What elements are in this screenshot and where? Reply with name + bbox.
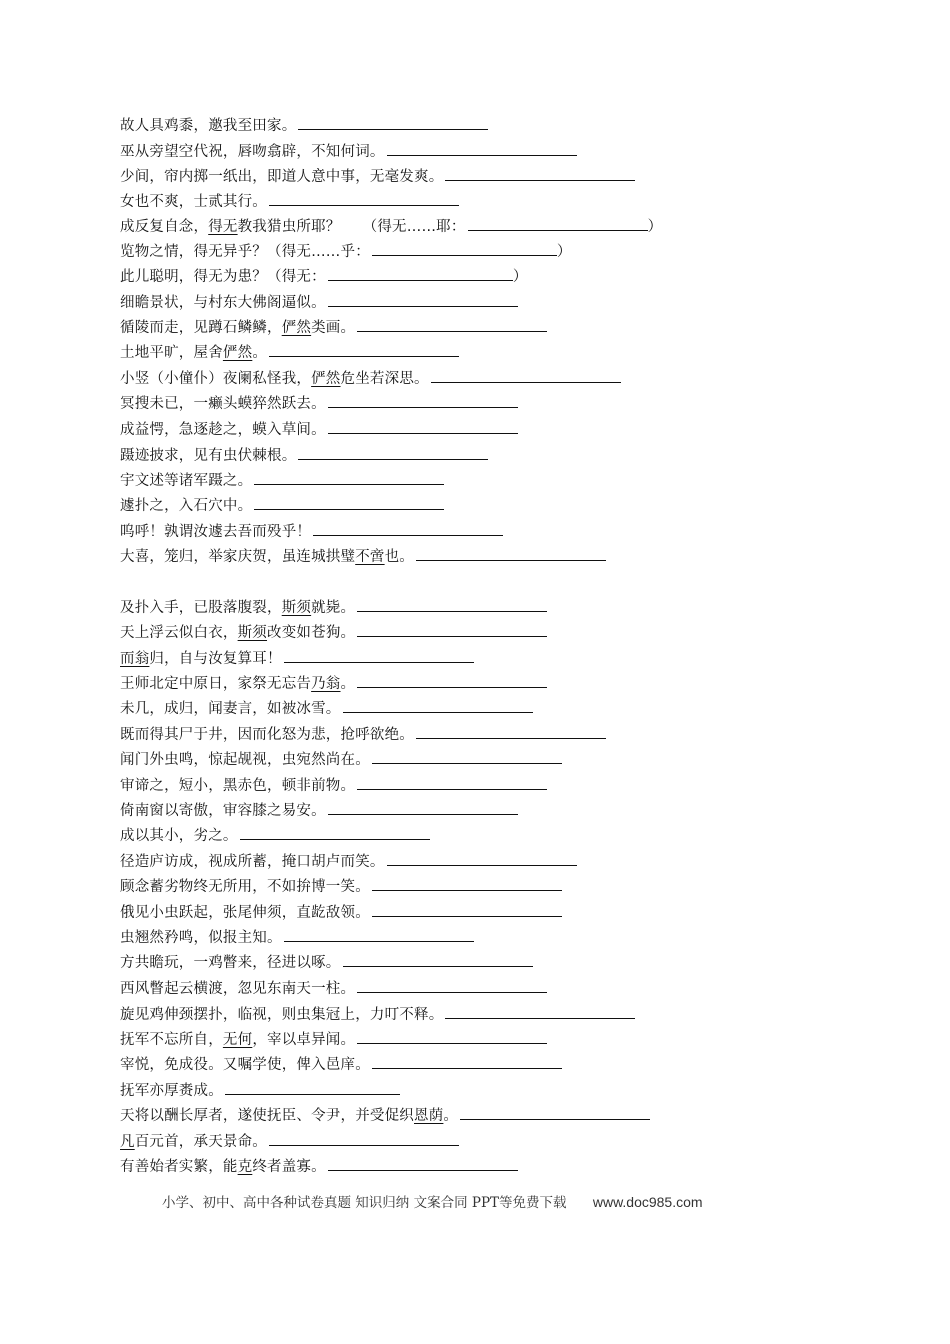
sentence-text: 小竖（小僮仆）夜阑私怪我， <box>120 371 312 387</box>
question-line <box>120 672 547 696</box>
sentence-text: 巫从旁望空代祝，唇吻翕辟，不知何词。 <box>120 144 385 160</box>
sentence-text: 也。 <box>384 549 415 565</box>
answer-blank[interactable] <box>328 265 513 281</box>
sentence-text: 少间，帘内掷一纸出，即道人意中事，无毫发爽。 <box>120 169 444 185</box>
sentence-text: 。 <box>340 676 356 692</box>
question-line <box>120 824 430 848</box>
answer-blank[interactable] <box>298 114 488 130</box>
answer-blank[interactable] <box>357 596 547 612</box>
question-line <box>120 265 528 289</box>
answer-blank[interactable] <box>372 748 562 764</box>
underlined-term: 不啻 <box>355 549 385 565</box>
question-line <box>120 1003 635 1027</box>
answer-blank[interactable] <box>372 1053 562 1069</box>
question-line <box>120 545 606 569</box>
answer-blank[interactable] <box>225 1079 400 1095</box>
sentence-text: 成以其小，劣之。 <box>120 828 238 844</box>
sentence-text: 及扑入手，已股落腹裂， <box>120 600 282 616</box>
sentence-text: 俄见小虫跃起，张尾伸须，直龁敌领。 <box>120 905 370 921</box>
sentence-text: 女也不爽，士贰其行。 <box>120 194 267 210</box>
answer-blank[interactable] <box>269 190 459 206</box>
answer-blank[interactable] <box>387 140 577 156</box>
sentence-text: 西风瞥起云横渡，忽见东南天一柱。 <box>120 981 356 997</box>
question-line <box>120 165 635 189</box>
answer-blank[interactable] <box>387 850 577 866</box>
sentence-text: 览物之情，得无异乎？（得无……乎： <box>120 244 370 260</box>
answer-blank[interactable] <box>416 723 606 739</box>
sentence-text: 王师北定中原日，家祭无忘告 <box>120 676 312 692</box>
underlined-term: 无何 <box>222 1032 253 1048</box>
question-line <box>120 647 474 671</box>
question-line <box>120 850 577 874</box>
sentence-text: 有善始者实繁，能 <box>120 1159 238 1175</box>
sentence-text: 既而得其尸于井，因而化怒为悲，抢呼欲绝。 <box>120 727 414 743</box>
question-line <box>120 901 562 925</box>
sentence-text: 故人具鸡黍，邀我至田家。 <box>120 118 297 134</box>
sentence-text: 大喜，笼归，举家庆贺，虽连城拱璧 <box>120 549 356 565</box>
question-line <box>120 392 518 416</box>
answer-blank[interactable] <box>298 444 488 460</box>
answer-blank[interactable] <box>445 1003 635 1019</box>
question-line <box>120 1155 518 1179</box>
closing-paren: ） <box>512 269 528 285</box>
question-line <box>120 951 533 975</box>
answer-blank[interactable] <box>357 621 547 637</box>
sentence-text: 循陵而走，见蹲石鳞鳞， <box>120 320 282 336</box>
question-line <box>120 1028 547 1052</box>
sentence-text: 成反复自念， <box>120 219 209 235</box>
question-line <box>120 1104 650 1128</box>
answer-blank[interactable] <box>328 392 518 408</box>
question-line <box>120 1053 562 1077</box>
answer-blank[interactable] <box>328 1155 518 1171</box>
answer-blank[interactable] <box>254 469 444 485</box>
question-line <box>120 1079 400 1103</box>
underlined-term: 凡 <box>120 1134 135 1150</box>
sentence-text: 宇文述等诸军蹑之。 <box>120 473 253 489</box>
closing-paren: ） <box>556 244 572 260</box>
answer-blank[interactable] <box>416 545 606 561</box>
sentence-text: 此儿聪明，得无为患？（得无： <box>120 269 326 285</box>
closing-paren: ） <box>647 219 663 235</box>
question-line <box>120 697 533 721</box>
question-line <box>120 926 474 950</box>
question-line <box>120 316 547 340</box>
sentence-text: 天上浮云似白衣， <box>120 625 238 641</box>
sentence-text: 审谛之，短小，黑赤色，顿非前物。 <box>120 778 356 794</box>
question-line <box>120 240 572 264</box>
question-line <box>120 494 444 518</box>
sentence-text: 倚南窗以寄傲，审容膝之易安。 <box>120 803 326 819</box>
sentence-text: 抚军不忘所自， <box>120 1032 223 1048</box>
sentence-text: 改变如苍狗。 <box>267 625 356 641</box>
question-line <box>120 799 518 823</box>
question-line <box>120 723 606 747</box>
sentence-text: 终者盖寡。 <box>252 1159 326 1175</box>
sentence-text: 归，自与汝复算耳！ <box>149 651 282 667</box>
underlined-term: 斯须 <box>281 600 312 616</box>
underlined-term: 恩荫 <box>414 1108 444 1124</box>
underlined-term: 俨然 <box>222 345 253 361</box>
footer-text: 小学、初中、高中各种试卷真题 知识归纳 文案合同 PPT等免费下载 <box>162 1195 567 1211</box>
answer-blank[interactable] <box>328 799 518 815</box>
question-line <box>120 114 488 138</box>
question-line <box>120 977 547 1001</box>
answer-blank[interactable] <box>357 1028 547 1044</box>
answer-blank[interactable] <box>343 951 533 967</box>
sentence-text: 顾念蓄劣物终无所用，不如拚博一笑。 <box>120 879 370 895</box>
answer-blank[interactable] <box>357 977 547 993</box>
sentence-text: 旋见鸡伸颈摆扑，临视，则虫集冠上，力叮不释。 <box>120 1007 444 1023</box>
question-line <box>120 444 488 468</box>
answer-blank[interactable] <box>284 647 474 663</box>
answer-blank[interactable] <box>468 215 648 231</box>
answer-blank[interactable] <box>357 672 547 688</box>
sentence-text: 冥搜未已，一癞头蟆猝然跃去。 <box>120 396 326 412</box>
question-line <box>120 875 562 899</box>
sentence-text: 闻门外虫鸣，惊起觇视，虫宛然尚在。 <box>120 752 370 768</box>
question-line <box>120 190 459 214</box>
sentence-text: ，宰以卓异闻。 <box>252 1032 356 1048</box>
answer-blank[interactable] <box>431 367 621 383</box>
sentence-text: 未几，成归，闻妻言，如被冰雪。 <box>120 701 341 717</box>
answer-blank[interactable] <box>372 240 557 256</box>
answer-blank[interactable] <box>240 824 430 840</box>
answer-blank[interactable] <box>343 697 533 713</box>
question-line <box>120 596 547 620</box>
question-line <box>120 291 518 315</box>
answer-blank[interactable] <box>372 875 562 891</box>
question-line <box>120 621 547 645</box>
question-line <box>120 1130 459 1154</box>
answer-blank[interactable] <box>357 316 547 332</box>
answer-blank[interactable] <box>357 774 547 790</box>
sentence-text: 类画。 <box>311 320 356 336</box>
sentence-text: 成益愕，急逐趁之，蟆入草间。 <box>120 422 326 438</box>
answer-blank[interactable] <box>328 418 518 434</box>
underlined-term: 得无 <box>208 219 238 235</box>
sentence-text: 细瞻景状，与村东大佛阁逼似。 <box>120 295 326 311</box>
question-line <box>120 520 503 544</box>
question-line <box>120 748 562 772</box>
question-line <box>120 140 577 164</box>
answer-blank[interactable] <box>269 1130 459 1146</box>
sentence-text: 径造庐访成，视成所蓄，掩口胡卢而笑。 <box>120 854 385 870</box>
sentence-text: 方共瞻玩，一鸡瞥来，径进以啄。 <box>120 955 341 971</box>
sentence-text: 抚军亦厚赉成。 <box>120 1083 223 1099</box>
answer-blank[interactable] <box>269 341 459 357</box>
underlined-term: 克 <box>237 1159 253 1175</box>
answer-blank[interactable] <box>460 1104 650 1120</box>
sentence-text: 危坐若深思。 <box>340 371 429 387</box>
sentence-text: 就毙。 <box>311 600 356 616</box>
sentence-text: 。 <box>443 1108 459 1124</box>
underlined-term: 斯须 <box>237 625 268 641</box>
question-line <box>120 418 518 442</box>
sentence-text: 天将以酬长厚者，遂使抚臣、令尹，并受促织 <box>120 1108 414 1124</box>
answer-blank[interactable] <box>372 901 562 917</box>
question-line <box>120 774 547 798</box>
sentence-text: 土地平旷，屋舍 <box>120 345 223 361</box>
answer-blank[interactable] <box>445 165 635 181</box>
answer-blank[interactable] <box>254 494 444 510</box>
question-line <box>120 215 662 239</box>
answer-blank[interactable] <box>328 291 518 307</box>
sentence-text: 。 <box>252 345 268 361</box>
answer-blank[interactable] <box>284 926 474 942</box>
footer-site[interactable]: www.doc985.com <box>592 1194 703 1210</box>
answer-blank[interactable] <box>313 520 503 536</box>
underlined-term: 俨然 <box>281 320 312 336</box>
footer <box>162 1190 703 1214</box>
sentence-text: 蹑迹披求，见有虫伏棘根。 <box>120 448 297 464</box>
sentence-text: 教我猎虫所耶？ （得无……耶： <box>237 219 466 235</box>
underlined-term: 乃翁 <box>311 676 341 692</box>
sentence-text: 呜呼！孰谓汝遽去吾而殁乎！ <box>120 524 312 540</box>
sentence-text: 百元首，承天景命。 <box>134 1134 268 1150</box>
underlined-term: 而翁 <box>120 651 150 667</box>
question-line <box>120 469 444 493</box>
sentence-text: 虫翘然矜鸣，似报主知。 <box>120 930 282 946</box>
sentence-text: 宰悦，免成役。又嘱学使，俾入邑庠。 <box>120 1057 370 1073</box>
question-line <box>120 367 621 391</box>
underlined-term: 俨然 <box>311 371 341 387</box>
question-line <box>120 341 459 365</box>
sentence-text: 遽扑之，入石穴中。 <box>120 498 253 514</box>
